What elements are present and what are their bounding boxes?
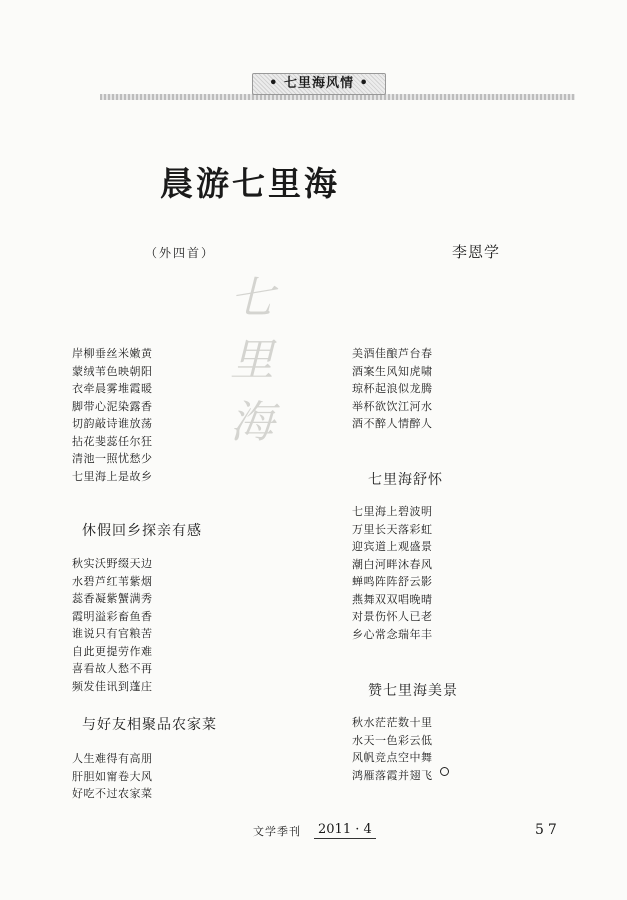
poem-line: 脚带心泥染露香 — [72, 399, 153, 413]
poem-line: 拈花斐蕊任尔狂 — [72, 434, 153, 448]
poem-main — [72, 345, 153, 485]
footer-issue: 2011 · 4 — [314, 822, 376, 839]
end-mark-icon — [440, 767, 449, 776]
poem-line: 水碧芦红苇紫烟 — [72, 574, 153, 588]
poem-line: 水天一色彩云低 — [352, 733, 433, 747]
poem-friends — [72, 750, 153, 803]
poem-line: 肝胆如甯卷大风 — [72, 769, 153, 783]
poem-line: 蒙绒苇色映朝阳 — [72, 364, 153, 378]
poem-title: 晨游七里海 — [160, 164, 340, 203]
poem-line: 举杯欲饮江河水 — [352, 399, 433, 413]
poem-heading-relief: 七里海舒怀 — [368, 472, 443, 488]
poem-line: 好吃不过农家菜 — [72, 787, 153, 800]
poem-line: 燕舞双双唱晚晴 — [352, 592, 433, 606]
poem-line: 七里海上是故乡 — [72, 469, 153, 483]
poem-heading-holiday: 休假回乡探亲有感 — [82, 523, 202, 539]
poem-line: 酒案生风知虎啸 — [352, 364, 433, 378]
poem-line: 谁说只有官粮苦 — [72, 627, 153, 640]
poem-heading-praise: 赞七里海美景 — [368, 683, 458, 699]
poem-line: 霞明溢彩畜鱼香 — [72, 609, 153, 623]
footer-journal-name: 文学季刊 — [253, 825, 301, 838]
poem-line: 琼杯起浪似龙腾 — [352, 382, 433, 395]
poem-holiday — [72, 555, 153, 695]
poem-line: 秋水茫茫数十里 — [352, 716, 433, 729]
poem-wine — [352, 345, 433, 433]
poem-line: 衣牵晨雾堆霞暖 — [72, 382, 153, 395]
poem-subtitle: （外四首） — [145, 246, 216, 260]
poem-relief — [352, 503, 433, 643]
watermark-char: 七 — [230, 273, 274, 324]
poem-line: 自此更提劳作难 — [72, 644, 153, 658]
calligraphy-watermark — [222, 268, 282, 468]
poem-line: 喜看故人愁不再 — [72, 662, 153, 675]
poem-line: 对景伤怀人已老 — [352, 610, 433, 623]
watermark-char: 里 — [230, 335, 274, 386]
poem-line: 乡心常念瑞年丰 — [352, 627, 433, 641]
poem-line: 清池一照忧愁少 — [72, 452, 153, 465]
poem-line: 鸿雁落霞并翅飞 — [352, 768, 433, 782]
section-tag: • 七里海风情 • — [252, 73, 386, 95]
poem-line: 美酒佳酿芦台春 — [352, 347, 433, 360]
poem-line: 蕊香凝紫蟹满秀 — [72, 592, 153, 605]
poem-line: 七里海上碧波明 — [352, 505, 433, 518]
poem-heading-friends: 与好友相聚品农家菜 — [82, 717, 217, 733]
poem-line: 秋实沃野缀天边 — [72, 557, 153, 570]
poem-line: 切韵敲诗谁放荡 — [72, 417, 153, 430]
poem-line: 频发佳讯到蓬庄 — [72, 679, 153, 693]
poem-line: 万里长天落彩虹 — [352, 522, 433, 536]
poem-line: 风帆竞点空中舞 — [352, 751, 433, 764]
poem-line: 岸柳垂丝米嫩黄 — [72, 347, 153, 360]
author-name: 李恩学 — [452, 243, 501, 261]
poem-line: 潮白河畔沐春风 — [352, 557, 433, 571]
poem-praise — [352, 714, 433, 784]
poem-line: 蝉鸣阵阵舒云影 — [352, 575, 433, 588]
watermark-char: 海 — [230, 397, 274, 448]
poem-line: 酒不醉人情醉人 — [352, 417, 433, 430]
page-number: 57 — [535, 822, 561, 838]
poem-line: 迎宾道上观盛景 — [352, 540, 433, 553]
poem-line: 人生难得有高朋 — [72, 752, 153, 765]
